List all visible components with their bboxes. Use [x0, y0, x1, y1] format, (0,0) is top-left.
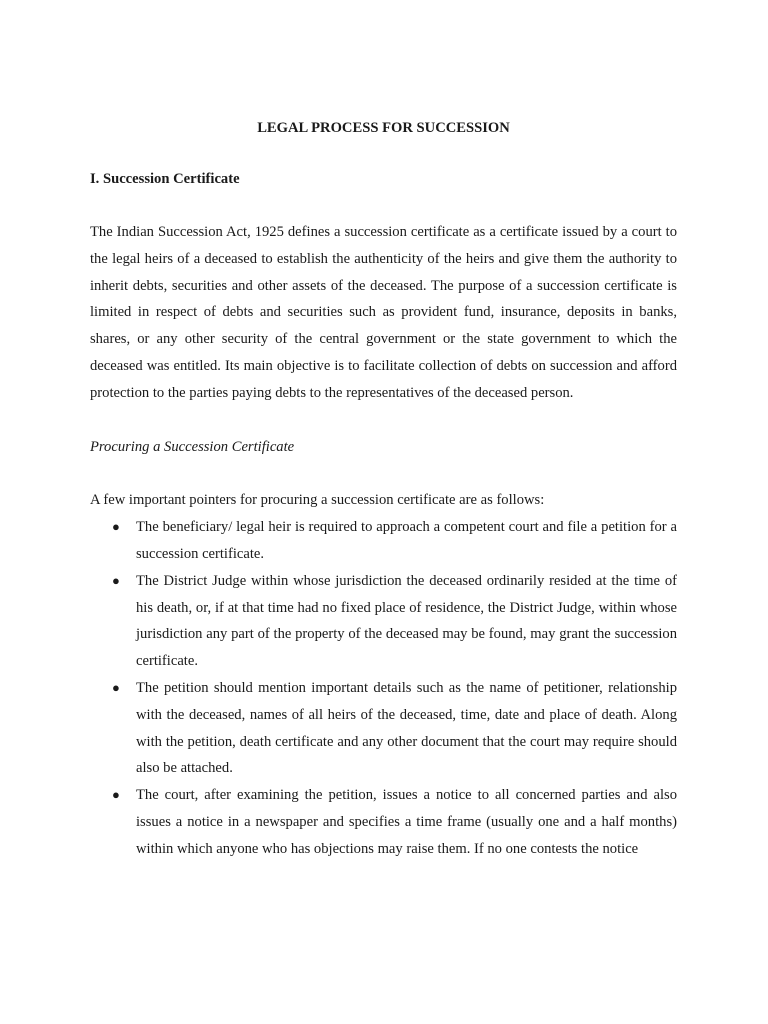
section-heading: I. Succession Certificate: [90, 171, 240, 187]
list-item: [90, 782, 677, 862]
pointers-list: [90, 514, 677, 862]
list-item: [90, 568, 677, 675]
list-item: [90, 675, 677, 782]
bullet-icon: ●: [112, 679, 120, 695]
document-body: [90, 112, 677, 863]
subheading-procuring: Procuring a Succession Certificate: [90, 438, 295, 455]
bullet-icon: ●: [112, 519, 120, 535]
list-item-text: The court, after examining the petition, issues a notice to all concerned parties and also issues a notice in a newspaper and specifies a time frame (usually one and a half months) within which anyone who has objections may raise them. If no one contests the notice: [136, 787, 677, 857]
list-item-text: The petition should mention important details such as the name of petitioner, relationship with the deceased, names of all heirs of the deceased, time, date and place of death. Along with the petition, death certificate and any other document that the court may require should also be attached.: [136, 679, 677, 777]
list-item-text: The District Judge within whose jurisdiction the deceased ordinarily resided at the time of his death, or, if at that time had no fixed place of residence, the District Judge, within whose jurisdiction any part of the property of the deceased may be found, may grant the succession certificate.: [136, 572, 677, 670]
list-item: [90, 514, 677, 568]
paragraph-succession-definition: The Indian Succession Act, 1925 defines a succession certificate as a certificate issued by a court to the legal heirs of a deceased to establish the authenticity of the heirs and give them the authority to inherit debts, securities and other assets of the deceased. The purpose of a succession certificate is limited in respect of debts and securities such as provident fund, insurance, deposits in banks, shares, or any other security of the central government or the state government to which the deceased was entitled. Its main objective is to facilitate collection of debts on succession and afford protection to the parties paying debts to the representatives of the deceased person.: [90, 224, 677, 401]
list-item-text: The beneficiary/ legal heir is required to approach a competent court and file a petition for a succession certificate.: [136, 519, 677, 562]
list-intro: A few important pointers for procuring a succession certificate are as follows:: [90, 492, 545, 509]
bullet-icon: ●: [112, 572, 120, 588]
bullet-icon: ●: [112, 787, 120, 803]
document-title: LEGAL PROCESS FOR SUCCESSION: [257, 120, 510, 136]
